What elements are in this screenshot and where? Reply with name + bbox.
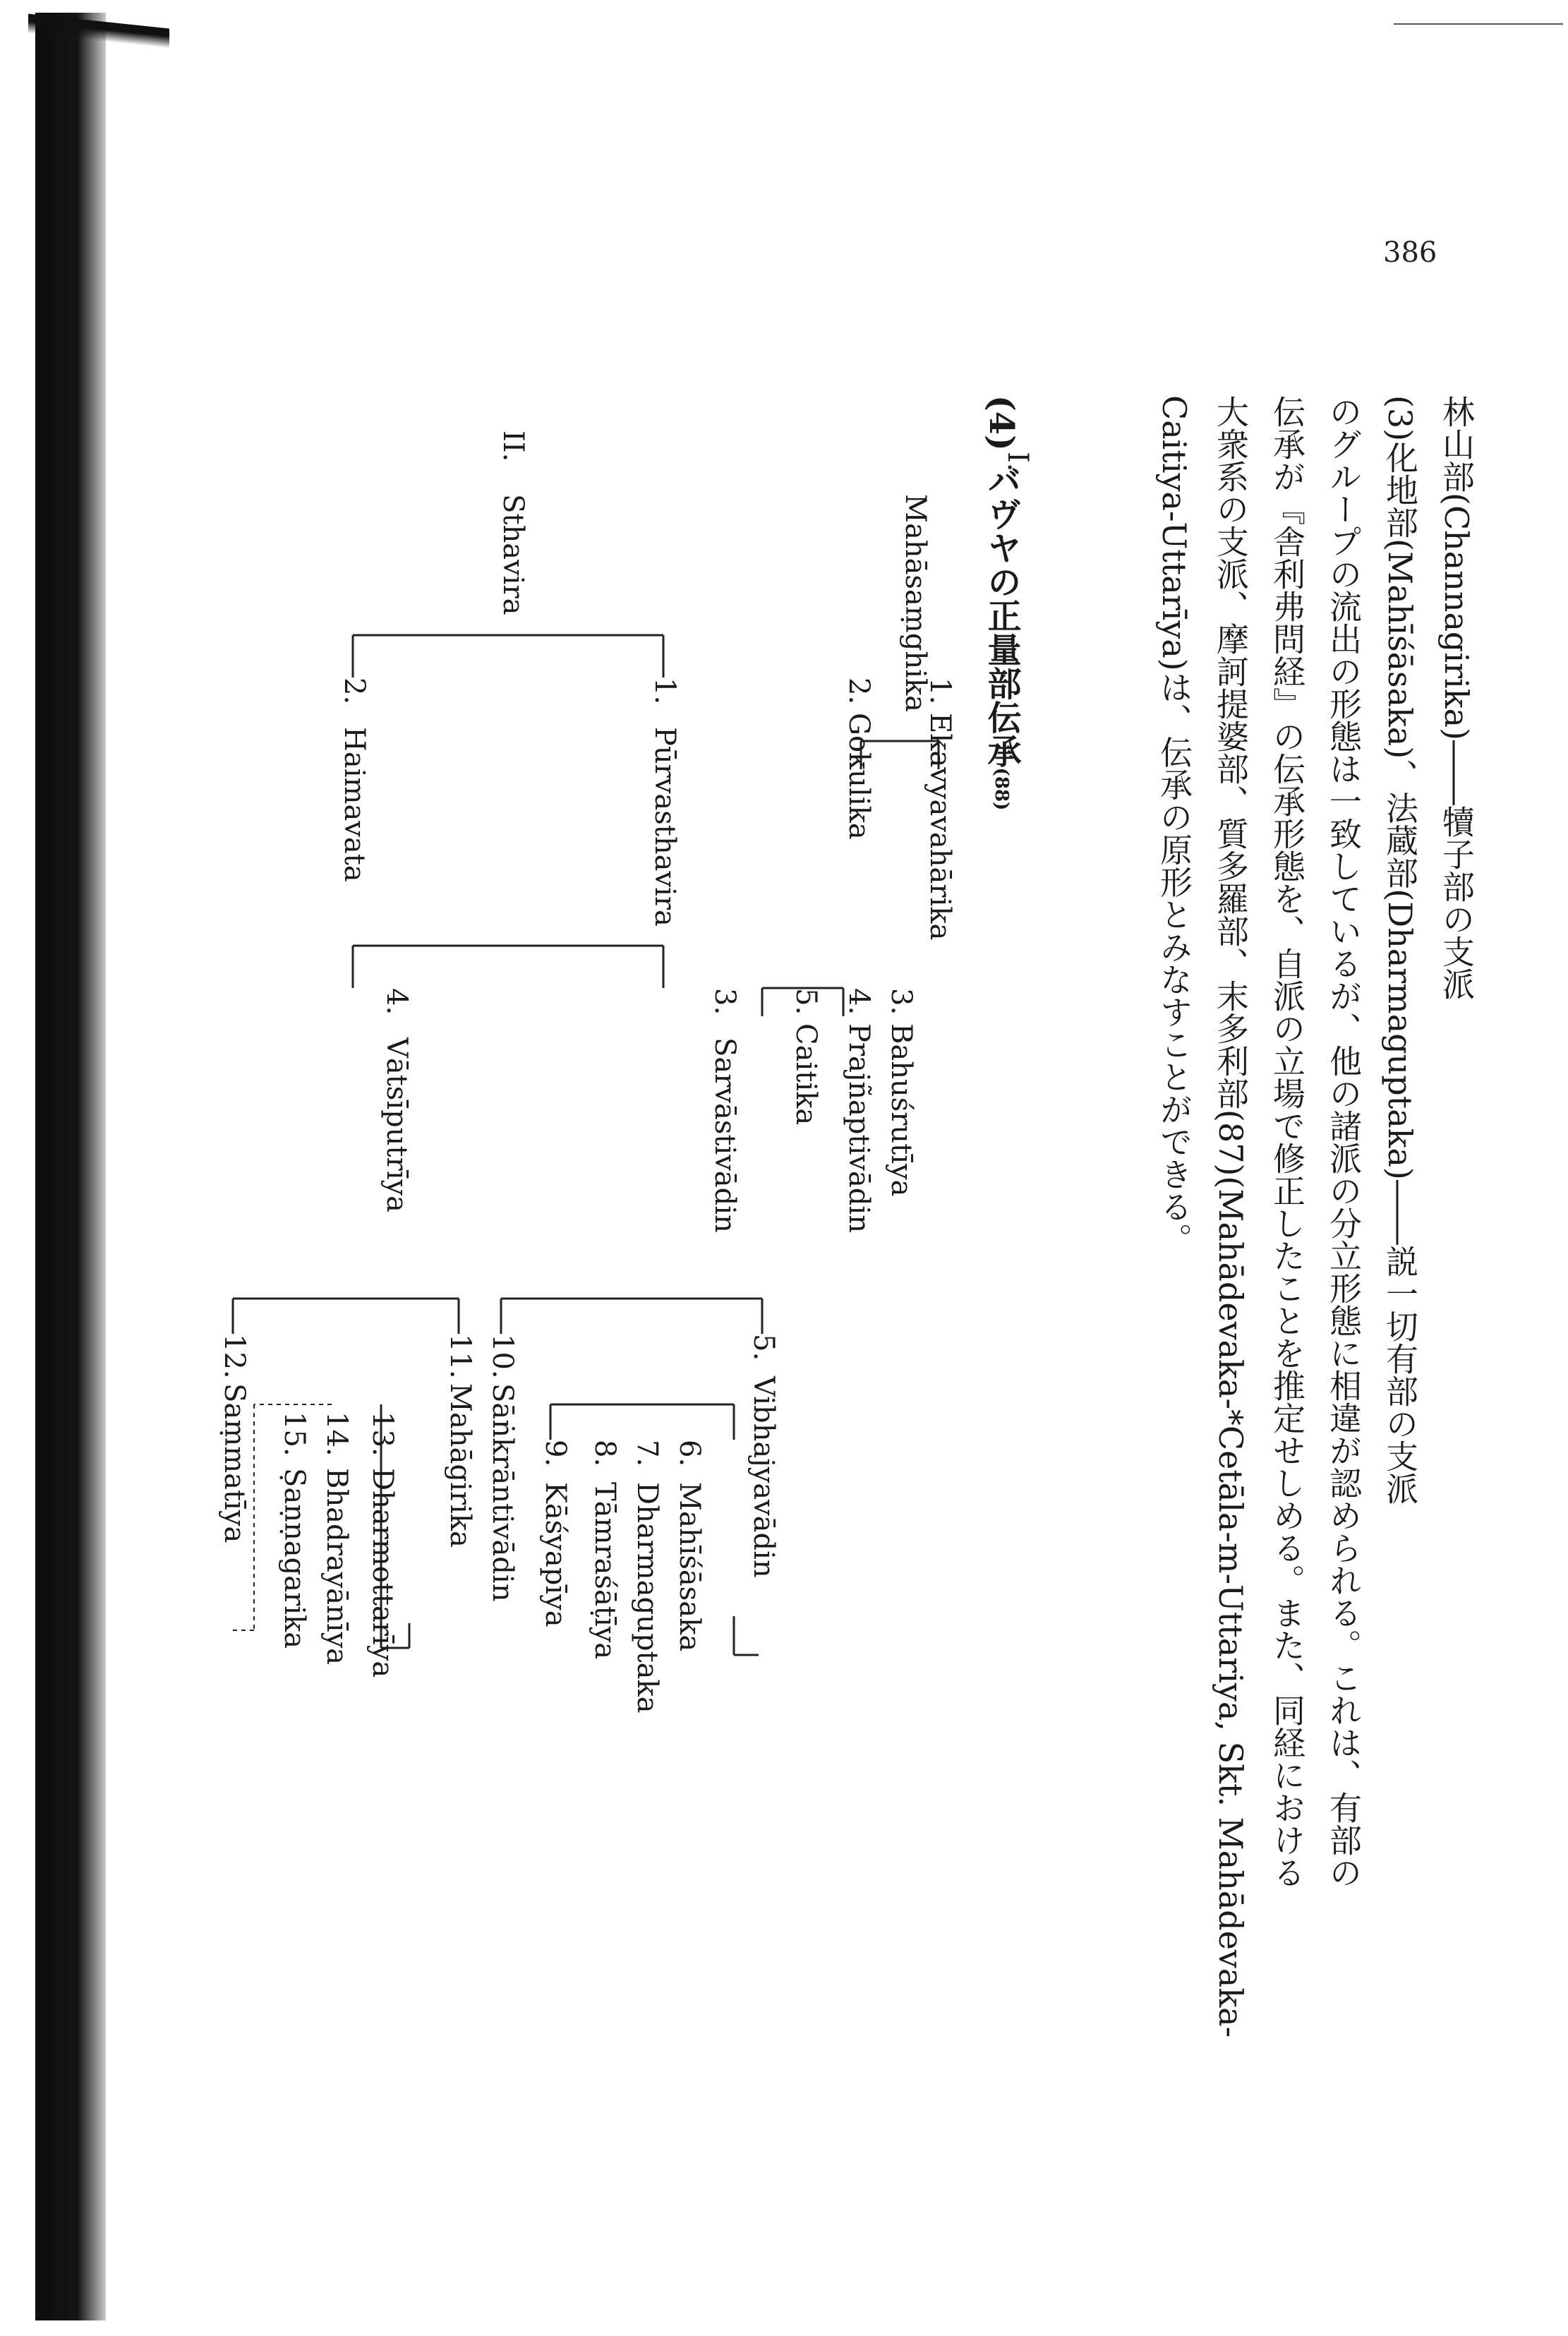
node-mahagirika: Mahāgirika [444,1383,476,1548]
scan-binding-shadow [35,13,106,2320]
section-note-ref: (88) [991,767,1012,811]
num-1-ekavyavaharika: 1. [924,678,956,705]
node-bhadrayaniya: Bhadrayānīya [320,1468,353,1666]
num-s7: 7. [631,1440,663,1467]
node-haimavata: Haimavata [338,727,370,882]
num-s13: 13. [366,1411,399,1457]
node-vibhajyavadin: Vibhajyavādin [747,1376,780,1578]
num-2-gokulika: 2. [843,678,875,705]
num-s9: 9. [539,1440,572,1467]
num-4-prajnaptivadin: 4. [843,988,875,1016]
num-s15: 15. [278,1411,310,1457]
num-s12: 12. [218,1334,251,1379]
node-tamrasatiya: Tāmraśāṭīya [589,1482,621,1660]
num-s8: 8. [589,1440,621,1467]
num-3-bahusrutiya: 3. [885,988,917,1016]
num-s6: 6. [673,1440,706,1467]
node-bahusrutiya: Bahuśrutīya [885,1023,917,1197]
node-ekavyavaharika: Ekavyavahārika [924,713,956,941]
section-title: バヴヤの正量部伝承 [982,462,1021,768]
node-sammatiya: Saṃmatīya [218,1383,251,1543]
num-5-caitika: 5. [790,988,822,1016]
num-s14: 14. [320,1411,353,1457]
text-line-5: 大衆系の支派、摩訶提婆部、質多羅部、末多利部(87)(Mahādevaka-*Cetāla-m-Uttariya, Skt. Mahādevaka- [1212,395,1250,2038]
node-purvasthavira: Pūrvasthavira [649,727,681,927]
node-dharmottariya: Dharmottarīya [366,1468,399,1678]
node-mahasamghika: Mahāsaṃghika [899,494,931,712]
section-heading [977,395,1026,810]
node-sthavira: Sthavira [497,494,529,615]
num-s10: 10. [486,1334,519,1379]
node-prajnaptivadin: Prajñaptivādin [843,1023,875,1233]
node-sankrantivadin: Sāṅkrāntivādin [486,1383,519,1602]
header-rule [1394,23,1563,25]
num-s5: 5. [747,1334,780,1361]
page-number: 386 [1383,236,1437,269]
num-s11: 11. [444,1334,476,1379]
num-s3: 3. [708,988,741,1016]
node-mahisasaka: Mahīśāsaka [673,1482,706,1652]
text-line-6: Caitiya-Uttarīya)は、伝承の原形とみなすことができる。 [1155,395,1193,1256]
node-vatsiputriya: Vātsīputrīya [380,1037,413,1212]
node-kasyapiya: Kāśyapīya [539,1482,572,1627]
text-line-2: (3)化地部(Mahīśāsaka)、法蔵部(Dharmaguptaka)――説一切有部の支派 [1381,395,1419,1505]
node-caitika: Caitika [790,1023,822,1126]
node-sannagarika: Ṣaṇṇagarika [278,1468,310,1649]
num-s2: 2. [338,678,370,705]
text-line-4: 伝承が『舎利弗問経』の伝承形態を、自派の立場で修正したことを推定せしめる。また、同経における [1268,395,1306,1889]
section-number: (4) [982,395,1021,451]
body-text [1027,395,1478,2038]
num-s4: 4. [380,988,413,1016]
node-gokulika: Gokulika [843,713,875,840]
text-line-1: 林山部(Channagirika)――犢子部の支派 [1437,395,1476,1000]
roman-II: II. [497,431,529,462]
node-dharmaguptaka: Dharmaguptaka [631,1482,663,1714]
roman-I: I. [1001,452,1034,472]
text-line-3: のグループの流出の形態は一致しているが、他の諸派の分立形態に相違が認められる。これは、有部の [1325,395,1363,1889]
num-s1: 1. [649,678,681,705]
node-sarvastivadin: Sarvāstivādin [708,1037,741,1233]
